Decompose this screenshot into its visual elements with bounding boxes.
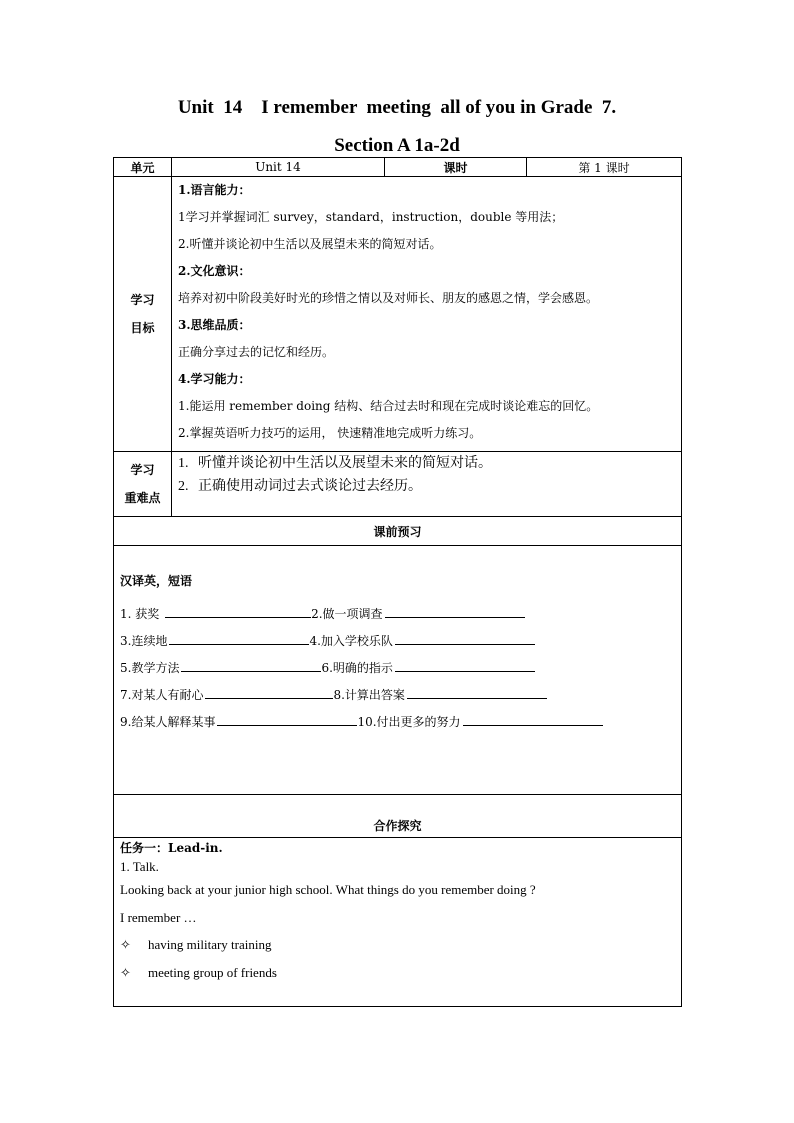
- objective-item: 2.听懂并谈论初中生活以及展望未来的简短对话。: [178, 237, 442, 251]
- answer-blank[interactable]: [407, 686, 547, 699]
- preview-content-row: [114, 546, 682, 795]
- diamond-bullet-icon: ✧: [120, 937, 131, 952]
- preview-heading: 课前预习: [114, 517, 682, 546]
- bullet-item: ✧ having military training: [120, 931, 681, 959]
- objective-item: 1.能运用 remember doing 结构、结合过去时和现在完成时谈论难忘的回忆。: [178, 399, 599, 413]
- objective-heading: 3.思维品质：: [178, 318, 251, 332]
- objective-heading: 4.学习能力：: [178, 372, 251, 386]
- objective-item: 2.掌握英语听力技巧的运用， 快速精准地完成听力练习。: [178, 426, 482, 440]
- phrase-row: 3.连续地 4.加入学校乐队: [120, 628, 681, 655]
- answer-blank[interactable]: [463, 713, 603, 726]
- lesson-plan-table: [113, 157, 682, 1007]
- answer-blank[interactable]: [205, 686, 333, 699]
- period-label: 课时: [385, 158, 527, 177]
- task-starter: I remember …: [120, 909, 197, 925]
- period-value: 第 1 课时: [527, 158, 682, 177]
- key-points-row: [114, 452, 682, 517]
- answer-blank[interactable]: [395, 659, 535, 672]
- header-row: [114, 158, 682, 177]
- answer-blank[interactable]: [181, 659, 321, 672]
- answer-blank[interactable]: [165, 605, 311, 618]
- cooperation-heading-row: [114, 795, 682, 838]
- cooperation-heading: 合作探究: [373, 819, 422, 833]
- objective-item: 正确分享过去的记忆和经历。: [178, 345, 335, 359]
- phrase-row: 9.给某人解释某事 10.付出更多的努力: [120, 709, 681, 736]
- bullet-item: ✧ meeting group of friends: [120, 959, 681, 987]
- answer-blank[interactable]: [395, 632, 535, 645]
- task-question: Looking back at your junior high school. What things do you remember doing ?: [120, 882, 536, 897]
- answer-blank[interactable]: [217, 713, 357, 726]
- document-subtitle: Section A 1a-2d: [334, 135, 460, 156]
- objectives-content: [172, 177, 682, 452]
- document-title: Unit 14 I remember meeting all of you in Grade 7.: [177, 97, 617, 118]
- objectives-label: 学习 目标: [114, 177, 172, 452]
- key-point-item: 1. 听懂并谈论初中生活以及展望未来的简短对话。: [178, 455, 492, 471]
- cooperation-content-row: [114, 838, 682, 1007]
- key-points-content: [172, 452, 682, 517]
- preview-heading-row: [114, 517, 682, 546]
- answer-blank[interactable]: [169, 632, 309, 645]
- objective-heading: 2.文化意识：: [178, 264, 251, 278]
- task-title: 任务一：Lead-in.: [120, 841, 223, 855]
- preview-content: [114, 546, 682, 795]
- key-points-label: 学习 重难点: [114, 452, 172, 517]
- objective-item: 1学习并掌握词汇 survey，standard，instruction，double 等用法；: [178, 210, 564, 224]
- phrase-row: 7.对某人有耐心 8.计算出答案: [120, 682, 681, 709]
- answer-blank[interactable]: [385, 605, 525, 618]
- objective-item: 培养对初中阶段美好时光的珍惜之情以及对师长、朋友的感恩之情，学会感恩。: [178, 291, 599, 305]
- task-step: 1. Talk.: [120, 859, 159, 874]
- key-point-item: 2. 正确使用动词过去式谈论过去经历。: [178, 478, 422, 494]
- objectives-row: [114, 177, 682, 452]
- cooperation-heading-cell: [114, 795, 682, 838]
- unit-label: 单元: [114, 158, 172, 177]
- phrase-row: 5.教学方法 6.明确的指示: [120, 655, 681, 682]
- objective-heading: 1.语言能力：: [178, 183, 251, 197]
- cooperation-content: [114, 838, 682, 1007]
- phrase-row: 1. 获奖 2.做一项调查: [120, 601, 681, 628]
- diamond-bullet-icon: ✧: [120, 964, 131, 980]
- unit-value: Unit 14: [172, 158, 385, 177]
- preview-label: 汉译英，短语: [120, 574, 193, 588]
